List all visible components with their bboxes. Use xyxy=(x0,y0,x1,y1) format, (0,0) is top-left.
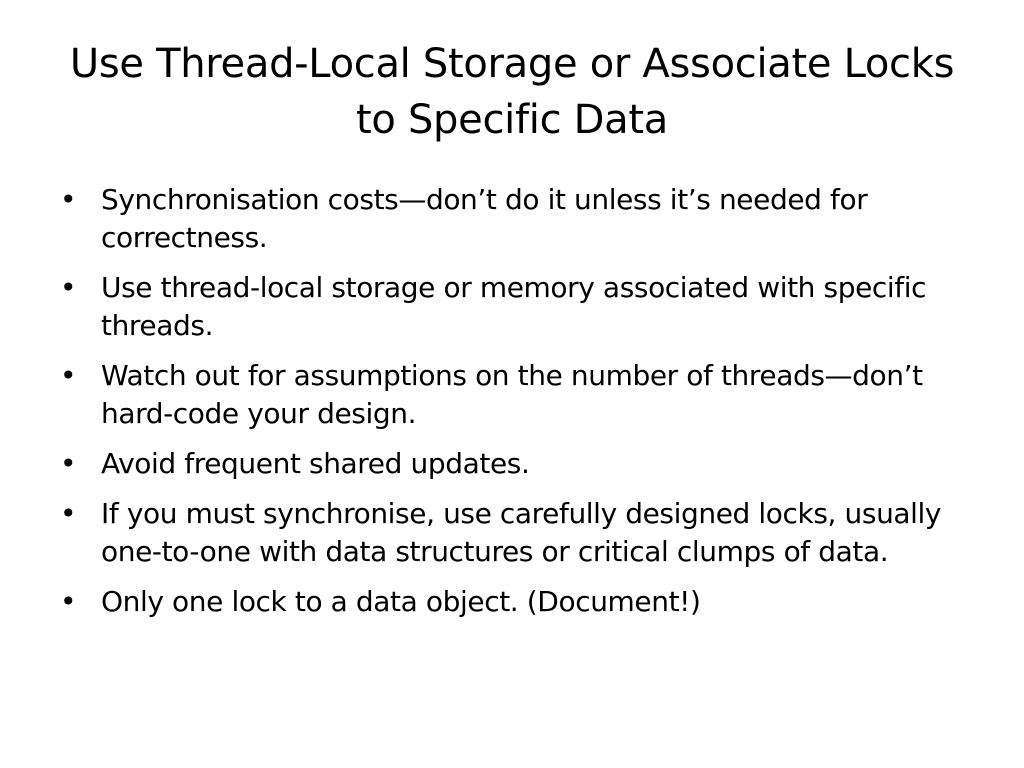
bullet-marker: • xyxy=(60,447,77,480)
bullet-marker: • xyxy=(60,585,77,618)
bullet-marker: • xyxy=(60,497,77,530)
bullet-item xyxy=(58,357,958,433)
bullet-item xyxy=(58,269,958,345)
bullet-text: Only one lock to a data object. (Document!) xyxy=(101,585,701,618)
bullet-item xyxy=(58,495,958,571)
bullet-list xyxy=(58,181,958,633)
slide-title: Use Thread-Local Storage or Associate Locks to Specific Data xyxy=(69,41,955,143)
bullet-marker: • xyxy=(60,271,77,304)
bullet-text: Synchronisation costs—don’t do it unless it’s needed for correctness. xyxy=(101,183,868,254)
bullet-marker: • xyxy=(60,183,77,216)
bullet-text: If you must synchronise, use carefully designed locks, usually one-to-one with data structures or critical clumps of data. xyxy=(101,497,942,568)
bullet-text: Avoid frequent shared updates. xyxy=(101,447,530,480)
bullet-item xyxy=(58,583,958,621)
bullet-text: Watch out for assumptions on the number of threads—don’t hard-code your design. xyxy=(101,359,923,430)
bullet-marker: • xyxy=(60,359,77,392)
bullet-text: Use thread-local storage or memory associated with specific threads. xyxy=(101,271,927,342)
bullet-item xyxy=(58,181,958,257)
bullet-item xyxy=(58,445,958,483)
